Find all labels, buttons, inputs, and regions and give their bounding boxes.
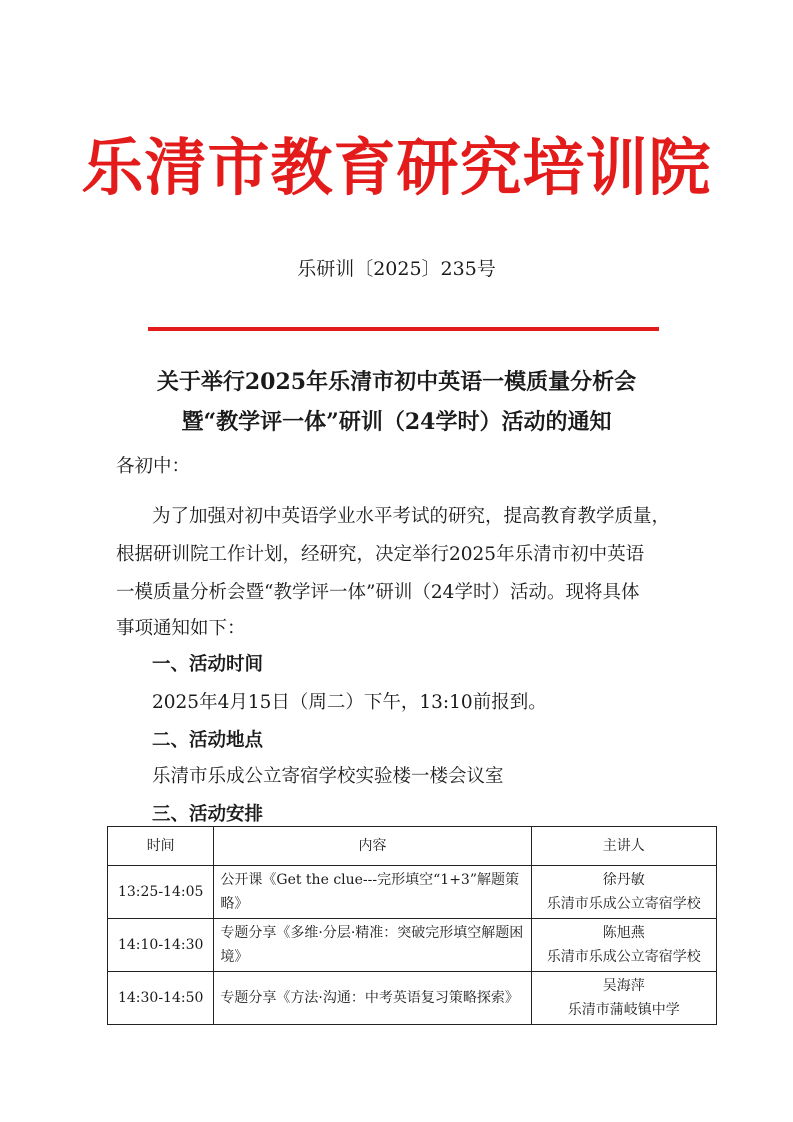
speaker-organization: 乐清市乐成公立寄宿学校 <box>546 949 701 965</box>
row-content: 专题分享《多维·分层·精准：突破完形填空解题困境》 <box>214 919 531 972</box>
section-time-body: 2025年4月15日（周二）下午，13:10前报到。 <box>152 692 547 713</box>
schedule-header-row <box>108 827 717 866</box>
notice-title-line-2: 暨“教学评一体”研训（24学时）活动的通知 <box>181 409 612 435</box>
table-row <box>108 972 717 1025</box>
header-speaker: 主讲人 <box>531 827 716 866</box>
section-schedule-heading: 三、活动安排 <box>152 804 264 825</box>
organization-title: 乐清市教育研究培训院 <box>81 131 712 204</box>
row-content: 公开课《Get the clue---完形填空“1+3”解题策略》 <box>214 866 531 919</box>
speaker-name: 徐丹敏 <box>602 872 645 888</box>
section-location-heading: 二、活动地点 <box>152 730 264 751</box>
speaker-name: 吴海萍 <box>602 978 645 994</box>
row-time: 14:30-14:50 <box>108 972 214 1025</box>
notice-title-line-1: 关于举行2025年乐清市初中英语一模质量分析会 <box>156 369 637 395</box>
recipient: 各初中： <box>116 456 191 477</box>
document-number: 乐研训〔2025〕235号 <box>297 258 496 280</box>
speaker-organization: 乐清市蒲岐镇中学 <box>567 1002 680 1018</box>
schedule-table <box>107 826 717 1025</box>
speaker-organization: 乐清市乐成公立寄宿学校 <box>546 896 701 912</box>
speaker-name: 陈旭燕 <box>602 925 645 941</box>
row-time: 13:25-14:05 <box>108 866 214 919</box>
intro-line-4: 事项通知如下： <box>116 618 246 639</box>
row-speaker-cell <box>531 972 716 1025</box>
header-time: 时间 <box>108 827 214 866</box>
header-content: 内容 <box>214 827 531 866</box>
red-divider <box>148 327 659 331</box>
row-content: 专题分享《方法·沟通：中考英语复习策略探索》 <box>214 972 531 1025</box>
section-time-heading: 一、活动时间 <box>152 654 264 675</box>
row-speaker-cell <box>531 919 716 972</box>
table-row <box>108 919 717 972</box>
row-speaker-cell <box>531 866 716 919</box>
intro-line-1: 为了加强对初中英语学业水平考试的研究，提高教育教学质量， <box>152 506 671 527</box>
intro-line-3: 一模质量分析会暨“教学评一体”研训（24学时）活动。现将具体 <box>116 582 640 603</box>
intro-line-2: 根据研训院工作计划，经研究，决定举行2025年乐清市初中英语 <box>116 544 645 565</box>
table-row <box>108 866 717 919</box>
section-location-body: 乐清市乐成公立寄宿学校实验楼一楼会议室 <box>152 766 504 787</box>
row-time: 14:10-14:30 <box>108 919 214 972</box>
